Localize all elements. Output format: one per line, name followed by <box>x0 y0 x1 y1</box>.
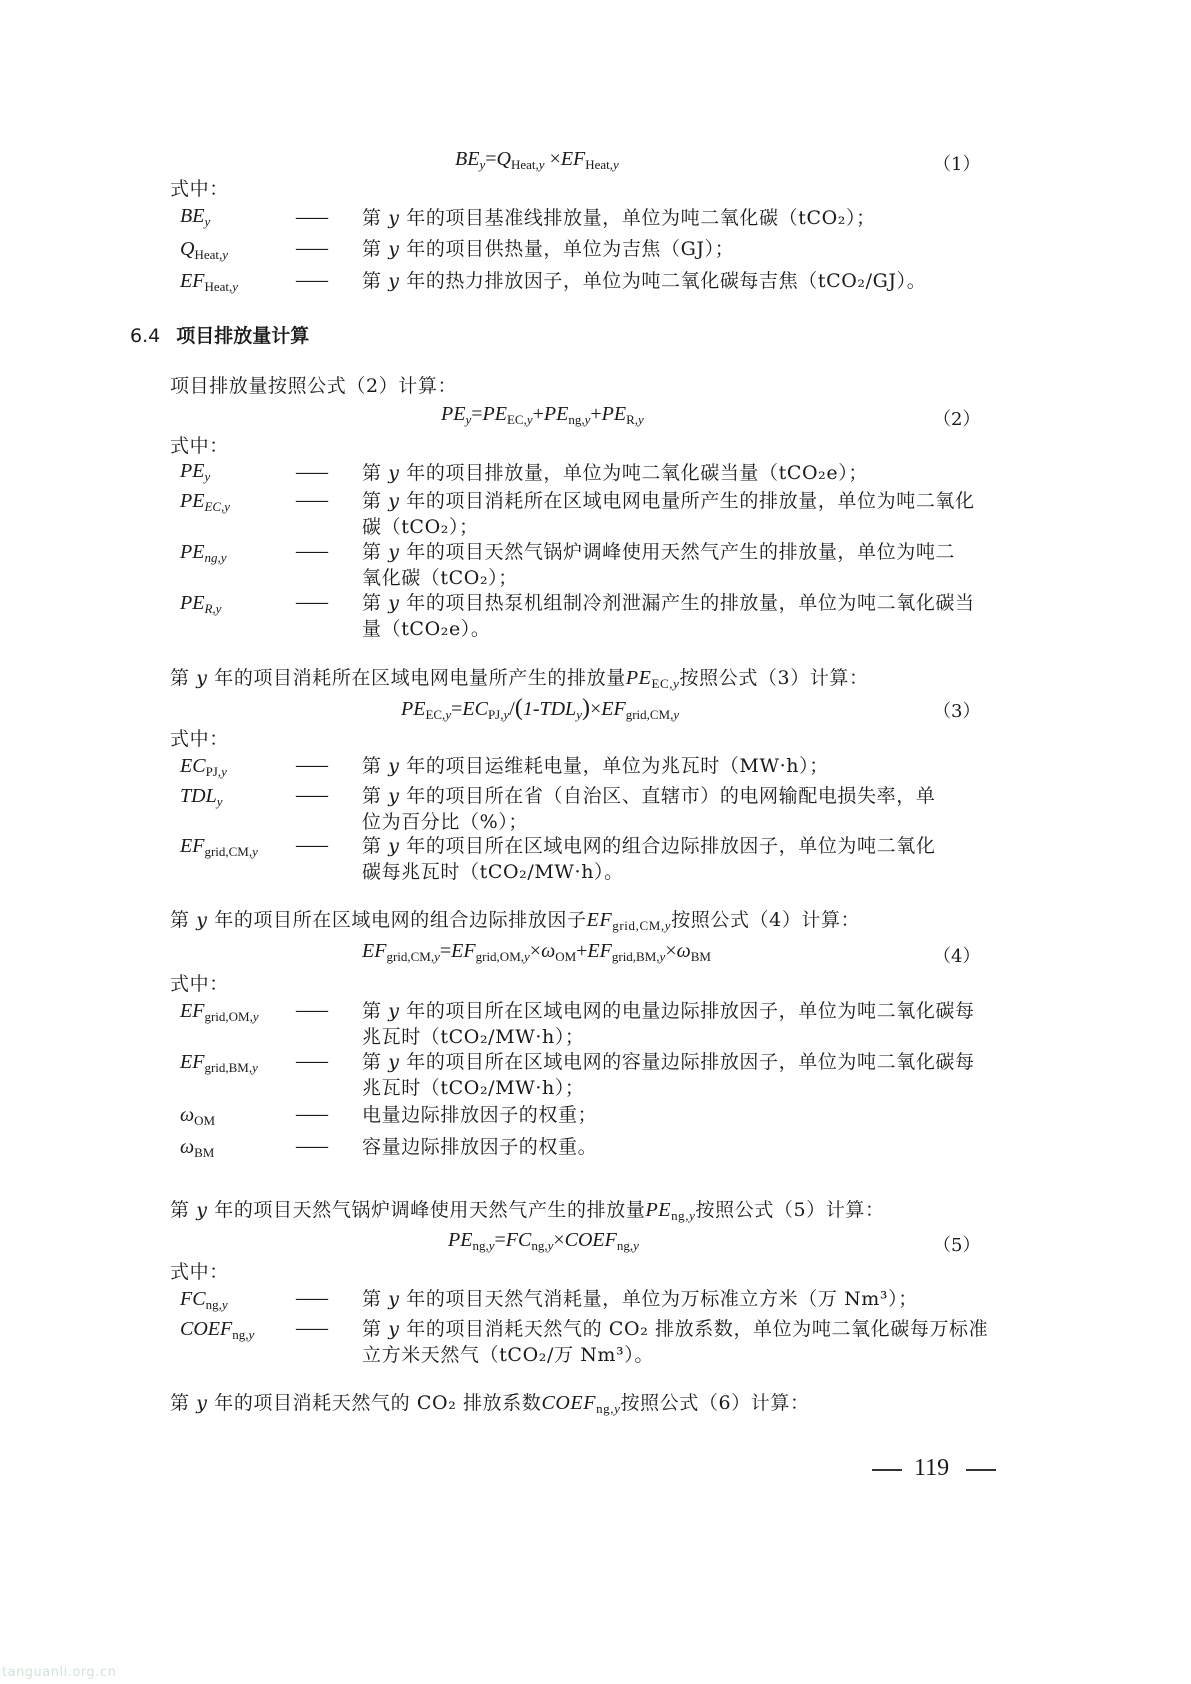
dash: —— <box>295 1104 327 1125</box>
section-heading: 6.4 项目排放量计算 <box>130 325 310 347</box>
definition: 第 y 年的项目消耗天然气的 CO₂ 排放系数，单位为吨二氧化碳每万标准 <box>362 1318 989 1340</box>
definition: 第 y 年的项目所在省（自治区、直辖市）的电网输配电损失率，单 <box>362 785 936 807</box>
dash: —— <box>295 270 327 291</box>
paragraph: 第 y 年的项目天然气锅炉调峰使用天然气产生的排放量$PE_{ng,y}$按照公式（5）计算： <box>170 1199 885 1223</box>
symbol-PEng: $PE_{ng,y}$ <box>180 541 227 565</box>
definition-continued: 位为百分比（%）； <box>362 811 528 833</box>
dash: —— <box>295 835 327 856</box>
definition: 第 y 年的项目基准线排放量，单位为吨二氧化碳（tCO₂）； <box>362 207 876 229</box>
symbol-ECpj: $EC_{PJ,y}$ <box>180 755 227 779</box>
watermark: tanguanli.org.cn <box>2 1665 117 1680</box>
equation-number: （1） <box>933 154 981 175</box>
dash: —— <box>295 1288 327 1309</box>
equation-5: $PE_{ng,y}=FC_{ng,y}\times COEF_{ng,y}$ <box>448 1229 639 1253</box>
equation-1: $BE_y=Q_{Heat,y} \times EF_{Heat,y}$ <box>455 148 619 172</box>
dash: —— <box>295 238 327 259</box>
page-number: 119 <box>914 1455 950 1481</box>
definition: 第 y 年的热力排放因子，单位为吨二氧化碳每吉焦（tCO₂/GJ）。 <box>362 270 927 292</box>
symbol-PEr: $PE_{R,y}$ <box>180 592 222 616</box>
page-number-right-rule <box>966 1469 996 1471</box>
definition-continued: 碳每兆瓦时（tCO₂/MW·h）。 <box>362 861 624 883</box>
dash: —— <box>295 1000 327 1021</box>
symbol-EFgridBM: $EF_{grid,BM,y}$ <box>180 1051 258 1075</box>
symbol-COEFng: $COEF_{ng,y}$ <box>180 1318 255 1342</box>
symbol-omegaBM: $\omega_{BM}$ <box>180 1136 215 1160</box>
definition: 电量边际排放因子的权重； <box>362 1104 598 1126</box>
symbol-PEy: $PE_y$ <box>180 460 211 484</box>
where-label: 式中： <box>170 973 229 995</box>
paragraph: 第 y 年的项目所在区域电网的组合边际排放因子$EF_{grid,CM,y}$按照公式（4）计算： <box>170 909 861 933</box>
symbol-PEec: $PE_{EC,y}$ <box>180 490 231 514</box>
definition-continued: 氧化碳（tCO₂）； <box>362 567 518 589</box>
definition: 第 y 年的项目所在区域电网的容量边际排放因子，单位为吨二氧化碳每 <box>362 1051 975 1073</box>
definition: 第 y 年的项目热泵机组制冷剂泄漏产生的排放量，单位为吨二氧化碳当 <box>362 592 975 614</box>
definition: 第 y 年的项目排放量，单位为吨二氧化碳当量（tCO₂e）； <box>362 462 868 484</box>
symbol-BEy: $BE_y$ <box>180 205 211 229</box>
definition: 容量边际排放因子的权重。 <box>362 1136 598 1158</box>
dash: —— <box>295 207 327 228</box>
equation-number: （3） <box>933 701 981 722</box>
equation-4: $EF_{grid,CM,y}=EF_{grid,OM,y}\times\omega_{OM}+EF_{grid,BM,y}\times\omega_{BM}$ <box>362 940 711 964</box>
symbol-EFgridOM: $EF_{grid,OM,y}$ <box>180 1000 259 1024</box>
paragraph: 项目排放量按照公式（2）计算： <box>170 375 458 397</box>
dash: —— <box>295 755 327 776</box>
symbol-EFgridCM: $EF_{grid,CM,y}$ <box>180 835 258 859</box>
definition: 第 y 年的项目运维耗电量，单位为兆瓦时（MW·h）； <box>362 755 829 777</box>
definition-continued: 量（tCO₂e）。 <box>362 618 491 640</box>
dash: —— <box>295 785 327 806</box>
definition: 第 y 年的项目所在区域电网的电量边际排放因子，单位为吨二氧化碳每 <box>362 1000 975 1022</box>
symbol-omegaOM: $\omega_{OM}$ <box>180 1104 216 1128</box>
symbol-Qheat: $Q_{Heat,y}$ <box>180 238 229 262</box>
where-label: 式中： <box>170 728 229 750</box>
definition: 第 y 年的项目供热量，单位为吉焦（GJ）； <box>362 238 735 260</box>
dash: —— <box>295 1136 327 1157</box>
where-label: 式中： <box>170 435 229 457</box>
paragraph: 第 y 年的项目消耗天然气的 CO₂ 排放系数$COEF_{ng,y}$按照公式（6）计算： <box>170 1392 810 1416</box>
equation-number: （4） <box>933 946 981 967</box>
where-label: 式中： <box>170 1261 229 1283</box>
symbol-EFheat: $EF_{Heat,y}$ <box>180 270 239 294</box>
dash: —— <box>295 462 327 483</box>
definition-continued: 兆瓦时（tCO₂/MW·h）； <box>362 1026 585 1048</box>
page-number-left-rule <box>872 1469 902 1471</box>
dash: —— <box>295 592 327 613</box>
definition: 第 y 年的项目天然气锅炉调峰使用天然气产生的排放量，单位为吨二 <box>362 541 956 563</box>
dash: —— <box>295 1318 327 1339</box>
dash: —— <box>295 490 327 511</box>
equation-3: $PE_{EC,y}=EC_{PJ,y}/(1-TDL_y)\times EF_{grid,CM,y}$ <box>401 695 680 722</box>
definition-continued: 兆瓦时（tCO₂/MW·h）； <box>362 1077 585 1099</box>
equation-2: $PE_y=PE_{EC,y}+PE_{ng,y}+PE_{R,y}$ <box>441 403 644 427</box>
definition: 第 y 年的项目所在区域电网的组合边际排放因子，单位为吨二氧化 <box>362 835 936 857</box>
symbol-TDL: $TDL_y$ <box>180 785 223 809</box>
dash: —— <box>295 541 327 562</box>
paragraph: 第 y 年的项目消耗所在区域电网电量所产生的排放量$PE_{EC,y}$按照公式（3）计算： <box>170 667 869 691</box>
definition-continued: 立方米天然气（tCO₂/万 Nm³）。 <box>362 1344 654 1366</box>
dash: —— <box>295 1051 327 1072</box>
definition: 第 y 年的项目天然气消耗量，单位为万标准立方米（万 Nm³）； <box>362 1288 918 1310</box>
definition-continued: 碳（tCO₂）； <box>362 516 479 538</box>
definition: 第 y 年的项目消耗所在区域电网电量所产生的排放量，单位为吨二氧化 <box>362 490 975 512</box>
equation-number: （5） <box>933 1235 981 1256</box>
where-label: 式中： <box>170 178 229 200</box>
symbol-FCng: $FC_{ng,y}$ <box>180 1288 228 1312</box>
equation-number: （2） <box>933 409 981 430</box>
